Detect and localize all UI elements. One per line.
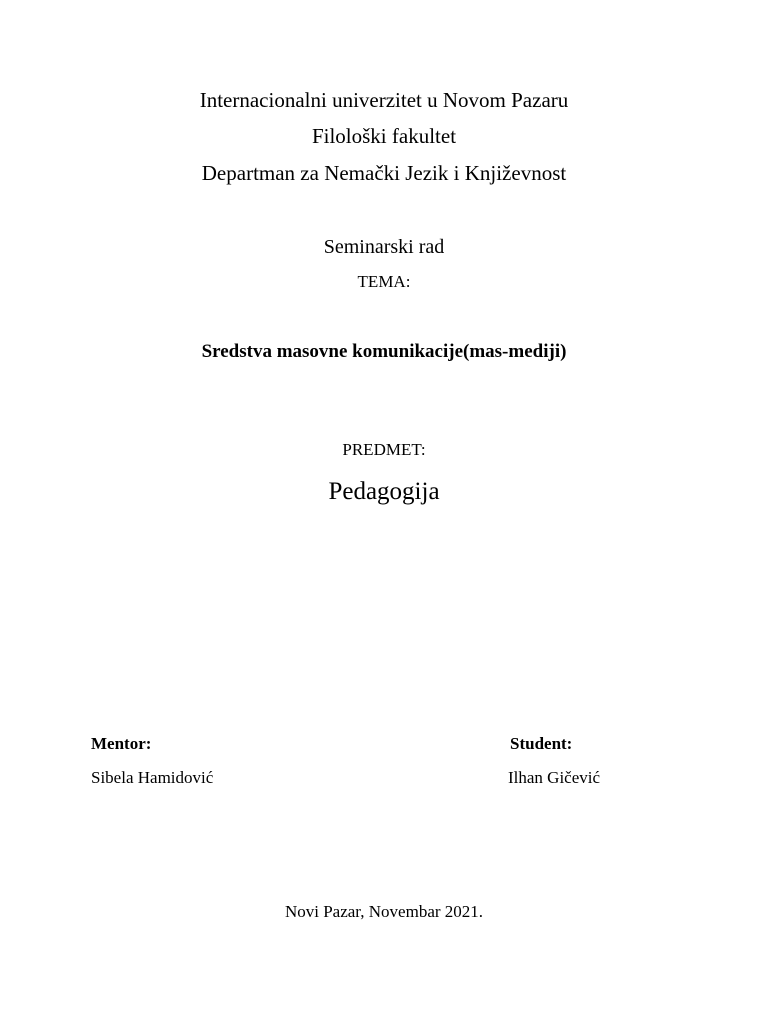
student-label: Student: [510,734,573,753]
student-name: Ilhan Gičević [508,768,601,787]
university-name: Internacionalni univerzitet u Novom Pazaru [199,88,569,112]
topic-title: Sredstva masovne komunikacije(mas-mediji) [201,341,567,362]
subject-name: Pedagogija [328,478,440,505]
subject-label: PREDMET: [342,440,426,459]
topic-label: TEMA: [357,272,411,291]
place-and-date: Novi Pazar, Novembar 2021. [284,902,484,921]
mentor-label: Mentor: [91,734,152,753]
work-type: Seminarski rad [323,236,445,258]
department-name: Departman za Nemački Jezik i Književnost [201,161,567,185]
faculty-name: Filološki fakultet [311,124,457,148]
mentor-name: Sibela Hamidović [91,768,214,787]
